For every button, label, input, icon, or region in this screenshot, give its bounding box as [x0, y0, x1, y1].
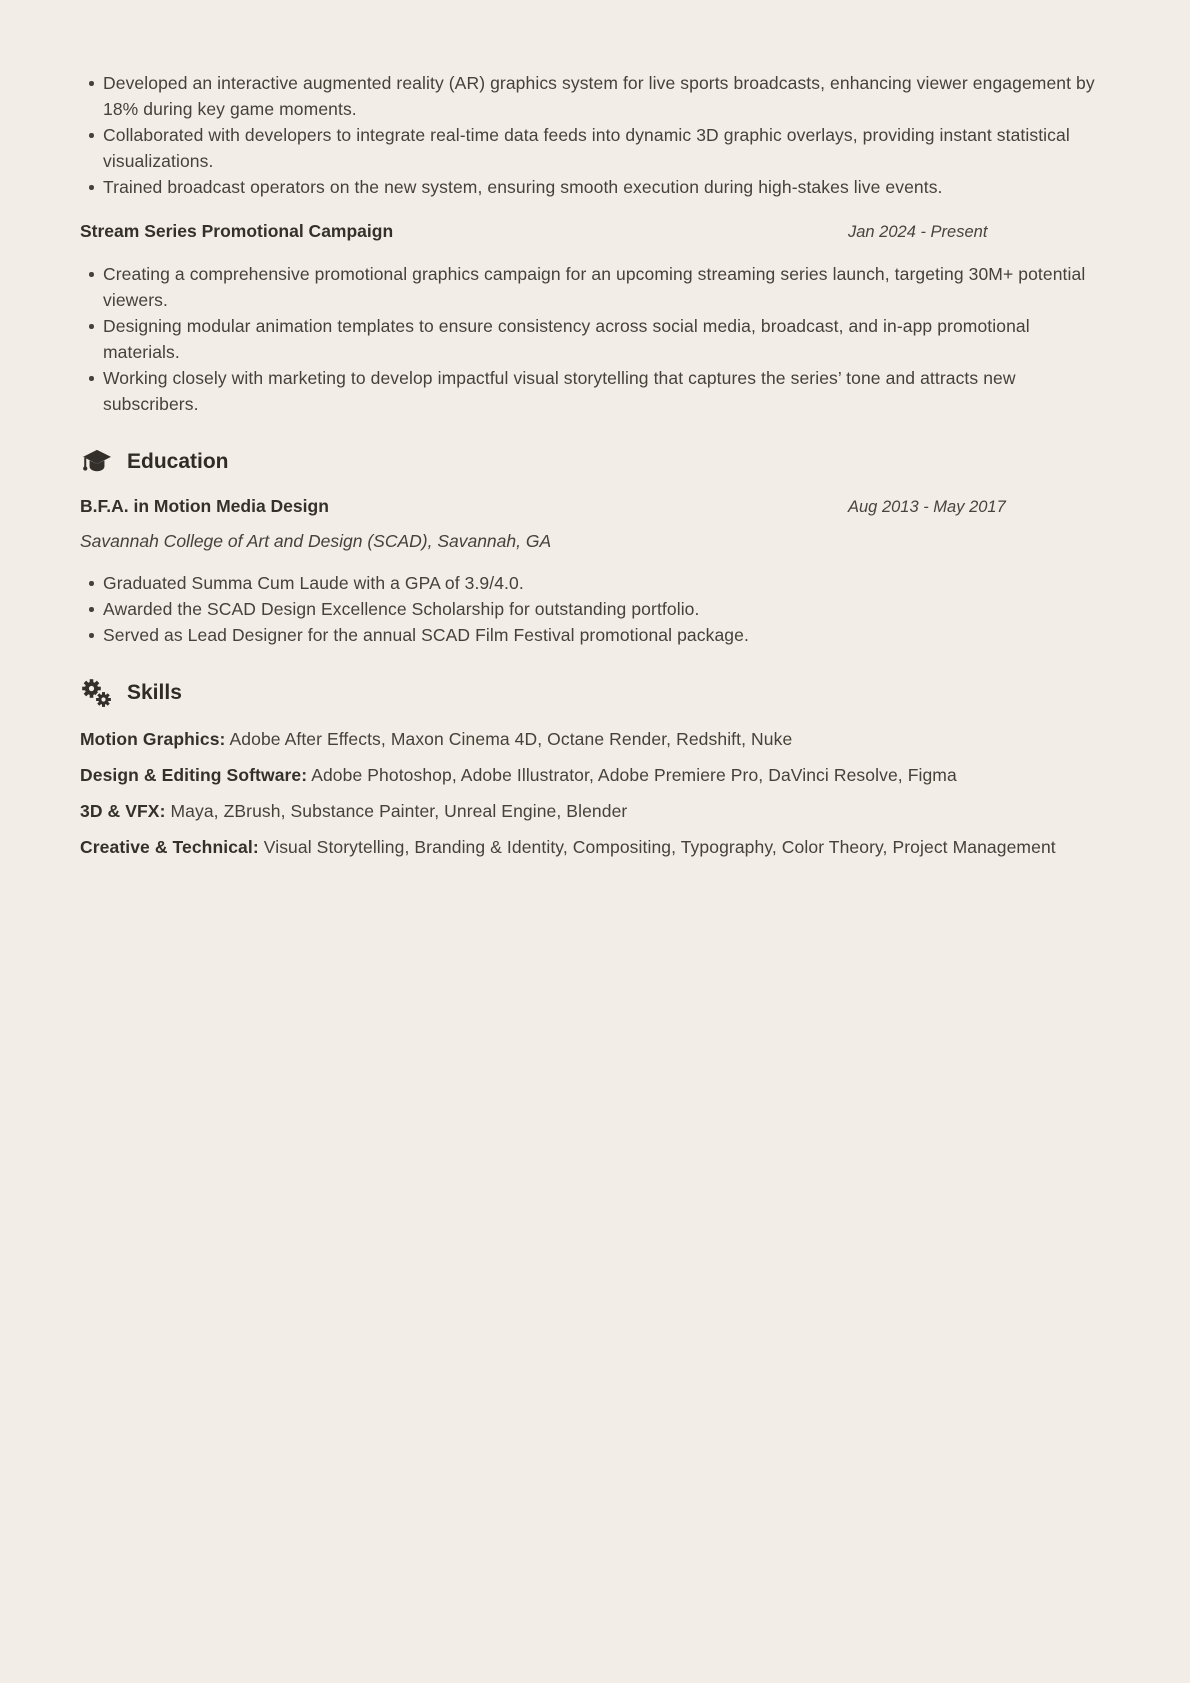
skill-category-items: Adobe Photoshop, Adobe Illustrator, Adobe Premiere Pro, DaVinci Resolve, Figma — [311, 765, 957, 785]
education-dates: Aug 2013 - May 2017 — [848, 498, 1006, 516]
project-dates: Jan 2024 - Present — [848, 223, 988, 241]
skill-category-label: Design & Editing Software: — [80, 765, 308, 785]
project-title: Stream Series Promotional Campaign — [80, 221, 394, 241]
project-entry-header — [80, 218, 1110, 245]
degree-title: B.F.A. in Motion Media Design — [80, 496, 329, 516]
education-heading-label: Education — [127, 450, 229, 473]
experience-bullet-list — [80, 70, 1110, 200]
skill-category-label: Motion Graphics: — [80, 729, 226, 749]
skills-section-heading — [80, 678, 1110, 708]
skill-category-items: Adobe After Effects, Maxon Cinema 4D, Octane Render, Redshift, Nuke — [229, 729, 793, 749]
education-entry-header — [80, 493, 1110, 520]
skill-category-label: 3D & VFX: — [80, 801, 166, 821]
skill-category-creative-technical — [80, 834, 1110, 860]
project-bullet: Working closely with marketing to develop impactful visual storytelling that captures the series’ tone and attracts new subscribers. — [80, 365, 1110, 417]
education-bullet-list — [80, 570, 1110, 648]
experience-bullet: Developed an interactive augmented reality (AR) graphics system for live sports broadcasts, enhancing viewer engagement by 18% during key game moments. — [80, 70, 1110, 122]
project-bullet: Creating a comprehensive promotional graphics campaign for an upcoming streaming series launch, targeting 30M+ potential viewers. — [80, 261, 1110, 313]
education-section-heading — [80, 447, 1110, 477]
institution-line: Savannah College of Art and Design (SCAD), Savannah, GA — [80, 531, 552, 551]
gears-icon — [80, 678, 113, 708]
education-bullet: Served as Lead Designer for the annual SCAD Film Festival promotional package. — [80, 622, 1110, 648]
project-bullet-list — [80, 261, 1110, 417]
skill-category-design-editing — [80, 762, 1110, 788]
skill-category-3d-vfx — [80, 798, 1110, 824]
experience-bullet: Trained broadcast operators on the new system, ensuring smooth execution during high-stakes live events. — [80, 174, 1110, 200]
education-bullet: Graduated Summa Cum Laude with a GPA of 3.9/4.0. — [80, 570, 1110, 596]
skill-category-label: Creative & Technical: — [80, 837, 259, 857]
skill-category-motion-graphics — [80, 726, 1110, 752]
skill-category-items: Maya, ZBrush, Substance Painter, Unreal Engine, Blender — [170, 801, 628, 821]
skills-heading-label: Skills — [127, 681, 182, 704]
experience-bullet: Collaborated with developers to integrate real-time data feeds into dynamic 3D graphic overlays, providing instant statistical visualizations. — [80, 122, 1110, 174]
project-bullet: Designing modular animation templates to ensure consistency across social media, broadcast, and in-app promotional materials. — [80, 313, 1110, 365]
skill-category-items: Visual Storytelling, Branding & Identity, Compositing, Typography, Color Theory, Project Management — [263, 837, 1056, 857]
education-bullet: Awarded the SCAD Design Excellence Scholarship for outstanding portfolio. — [80, 596, 1110, 622]
graduation-cap-icon — [80, 447, 113, 477]
